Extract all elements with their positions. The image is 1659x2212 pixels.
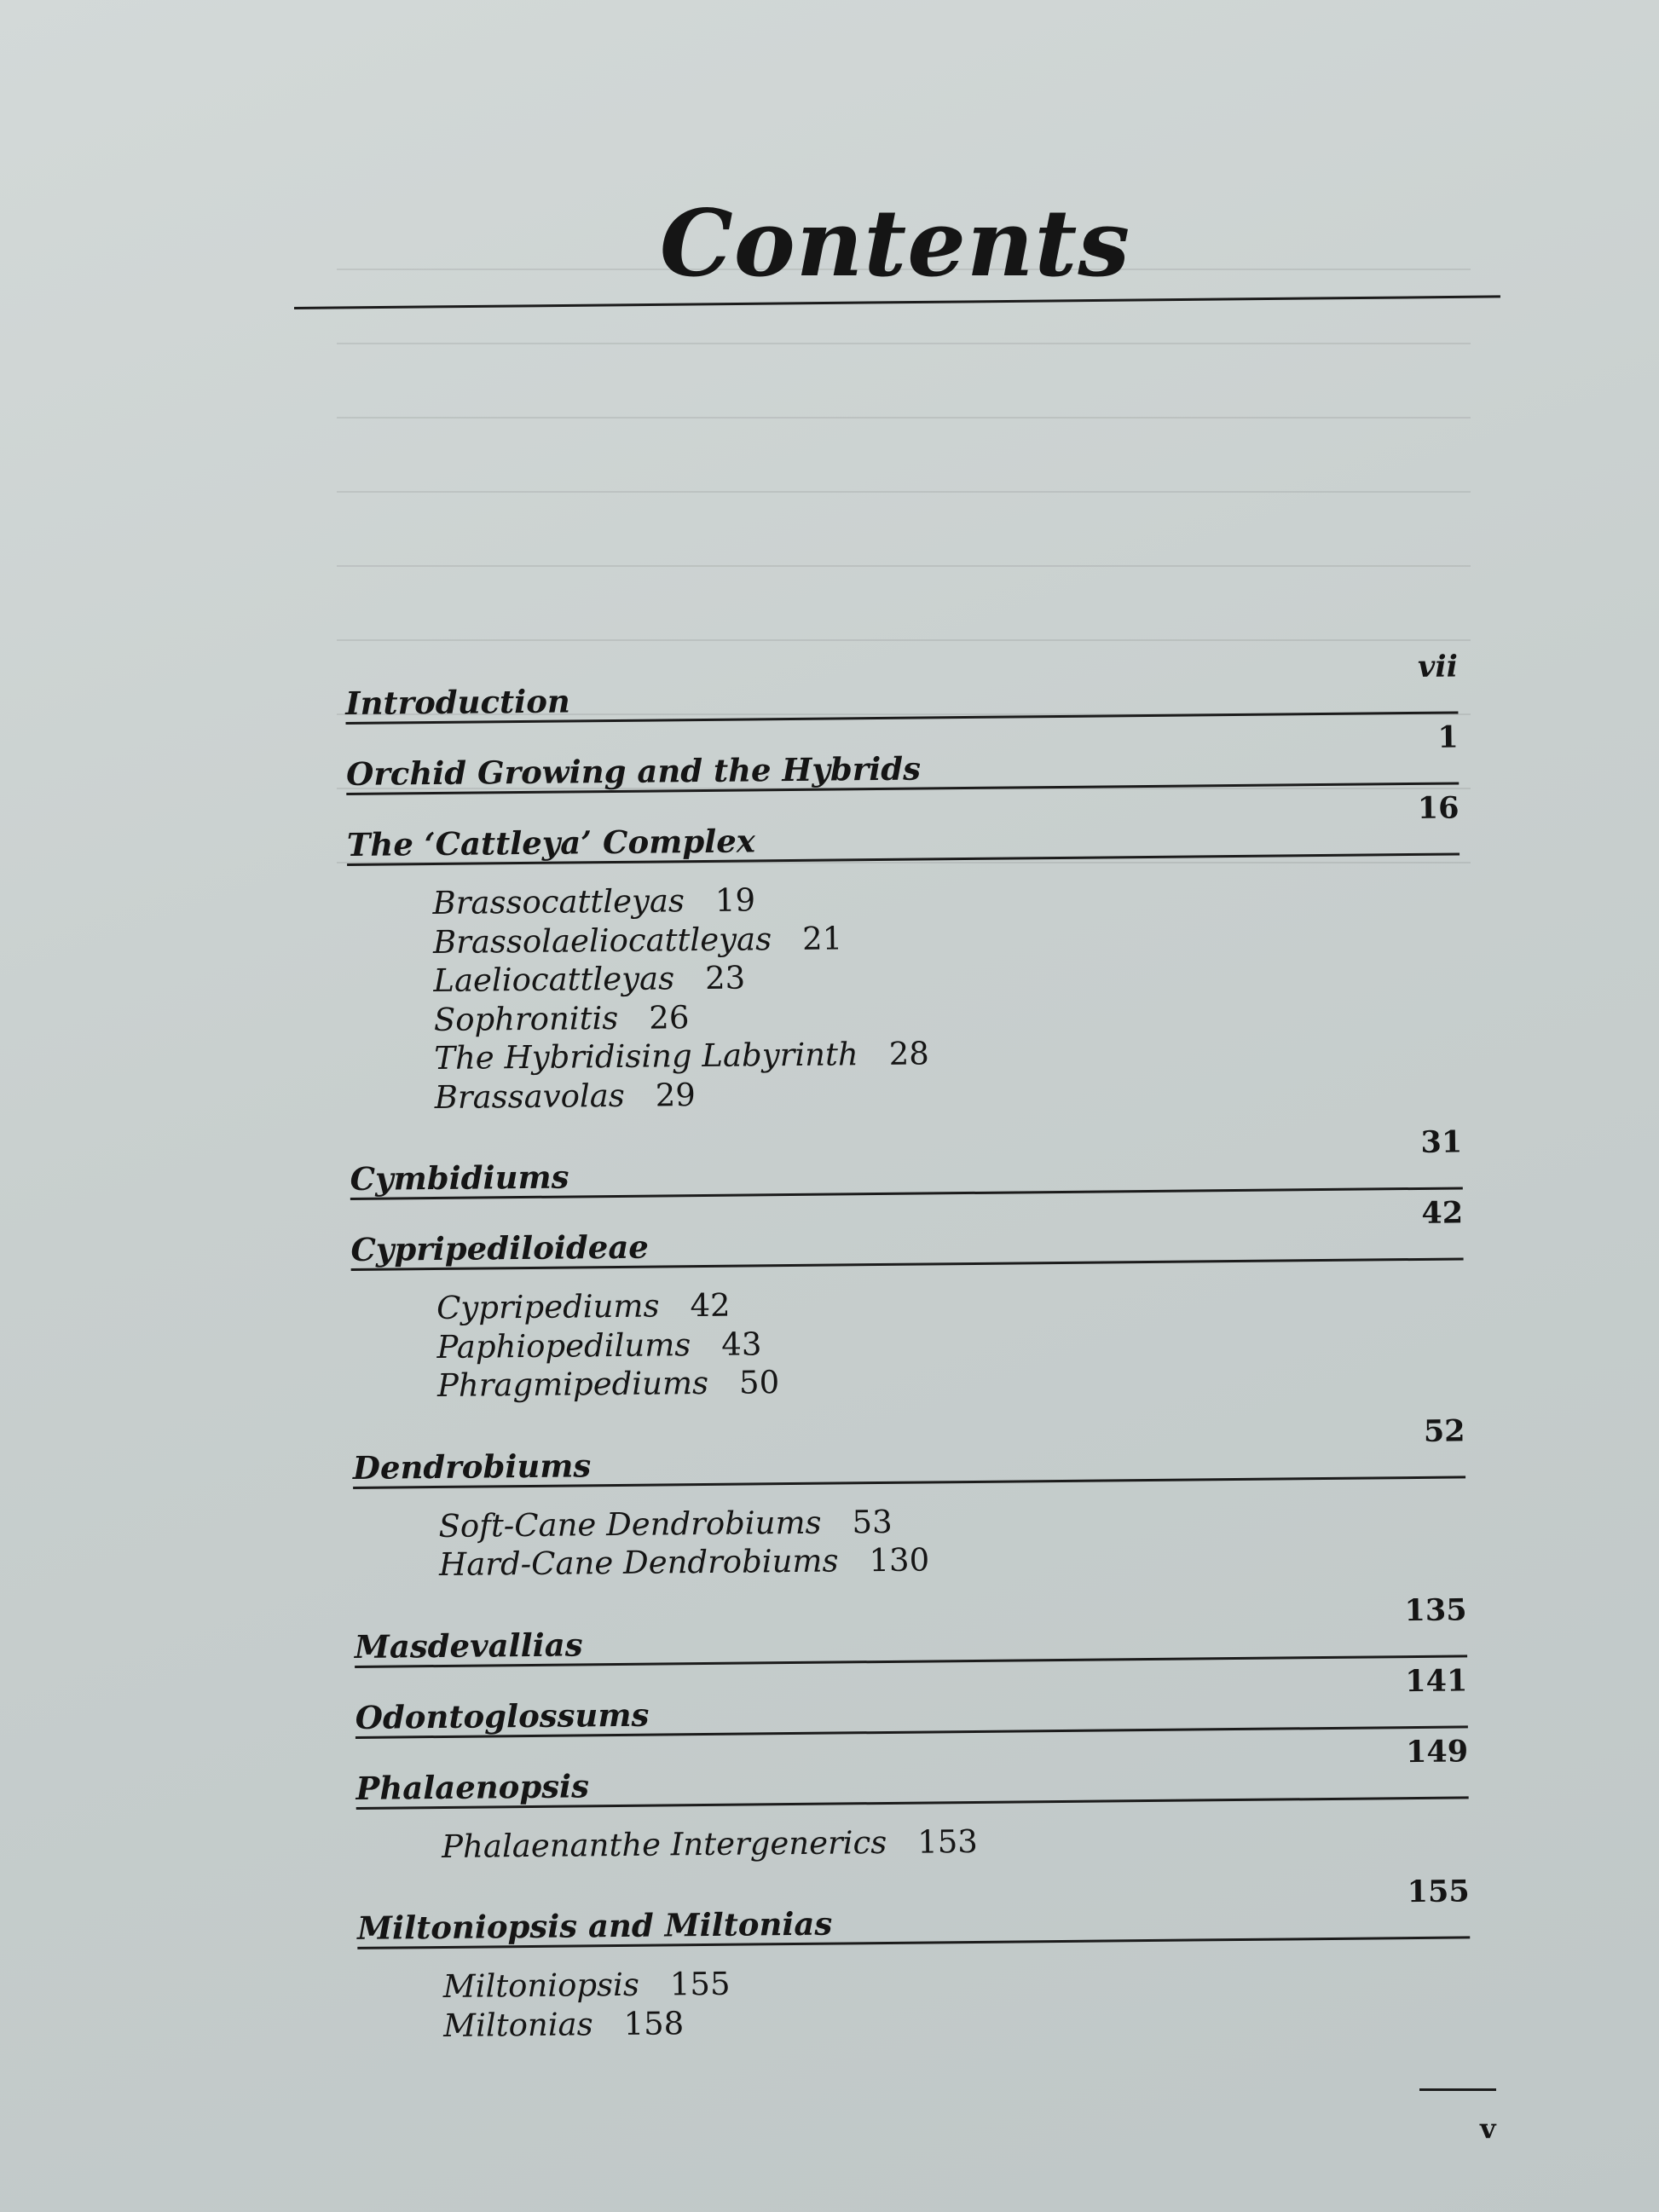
subsection-list: [357, 1938, 1471, 2058]
subsection-title: Brassavolas: [434, 1077, 625, 1116]
subsection-page-number: 155: [669, 1965, 731, 2003]
chapter-title: Masdevallias: [354, 1625, 583, 1666]
chapter-title: Cymbidiums: [350, 1158, 569, 1198]
subsection-title: Paphiopedilums: [436, 1325, 691, 1366]
chapter-page-number: vii: [1417, 649, 1459, 684]
chapter-title: Dendrobiums: [352, 1446, 592, 1487]
subsection-title: Brassolaeliocattleyas: [432, 920, 772, 961]
table-of-contents: [345, 649, 1471, 2057]
chapter-page-number: 42: [1421, 1195, 1464, 1231]
subsection-list: [347, 855, 1462, 1129]
subsection-title: Laeliocattleyas: [433, 960, 675, 1000]
chapter-title: Phalaenopsis: [356, 1766, 590, 1807]
folio-rule: [1419, 2088, 1496, 2091]
chapter-page-number: 31: [1420, 1124, 1463, 1160]
subsection-page-number: 53: [852, 1503, 893, 1540]
chapter-title: Odontoglossums: [355, 1695, 650, 1736]
page-number: v: [1480, 2112, 1496, 2145]
subsection-title: Cypripediums: [436, 1287, 660, 1327]
toc-subsection: [442, 1817, 1469, 1866]
subsection-list: [353, 1478, 1466, 1597]
toc-chapter: [345, 719, 1459, 795]
page-title: Contents: [659, 190, 1131, 297]
chapter-page-number: 149: [1405, 1733, 1469, 1770]
subsection-page-number: 29: [655, 1076, 697, 1114]
chapter-page-number: 155: [1407, 1874, 1470, 1910]
toc-chapter: [345, 649, 1459, 725]
chapter-title: The ‘Cattleya’ Complex: [346, 822, 756, 863]
chapter-page-number: 52: [1423, 1412, 1465, 1449]
subsection-page-number: 158: [623, 2004, 685, 2042]
chapter-page-number: 1: [1437, 719, 1459, 755]
subsection-title: Hard-Cane Dendrobiums: [438, 1542, 839, 1583]
chapter-title: Miltoniopsis and Miltonias: [356, 1904, 833, 1947]
subsection-title: The Hybridising Labyrinth: [434, 1036, 858, 1077]
subsection-page-number: 43: [721, 1325, 762, 1363]
chapter-page-number: 16: [1417, 790, 1460, 826]
subsection-page-number: 21: [801, 919, 843, 957]
subsection-title: Phalaenanthe Intergenerics: [441, 1823, 887, 1865]
chapter-title: Orchid Growing and the Hybrids: [345, 749, 922, 793]
subsection-list: [351, 1260, 1465, 1418]
subsection-page-number: 19: [714, 881, 756, 919]
subsection-list: [356, 1799, 1470, 1879]
subsection-title: Brassocattleyas: [432, 882, 685, 922]
subsection-title: Miltoniopsis: [442, 1966, 640, 2005]
subsection-page-number: 130: [869, 1541, 930, 1580]
subsection-page-number: 42: [690, 1286, 731, 1325]
subsection-page-number: 50: [738, 1364, 780, 1401]
chapter-title: Cypripediloideae: [350, 1227, 650, 1268]
chapter-page-number: 135: [1404, 1591, 1467, 1628]
chapter-title: Introduction: [345, 682, 570, 722]
subsection-page-number: 26: [649, 998, 690, 1037]
subsection-title: Miltonias: [442, 2005, 593, 2044]
subsection-title: Soft-Cane Dendrobiums: [438, 1504, 822, 1545]
subsection-page-number: 23: [704, 959, 746, 996]
toc-chapter: [355, 1662, 1468, 1739]
subsection-title: Phragmipediums: [436, 1364, 709, 1405]
chapter-page-number: 141: [1405, 1662, 1468, 1699]
subsection-page-number: 153: [917, 1822, 979, 1861]
toc-chapter: [354, 1591, 1467, 1668]
subsection-title: Sophronitis: [433, 999, 619, 1038]
toc-chapter: [350, 1124, 1463, 1200]
subsection-page-number: 28: [888, 1035, 930, 1072]
